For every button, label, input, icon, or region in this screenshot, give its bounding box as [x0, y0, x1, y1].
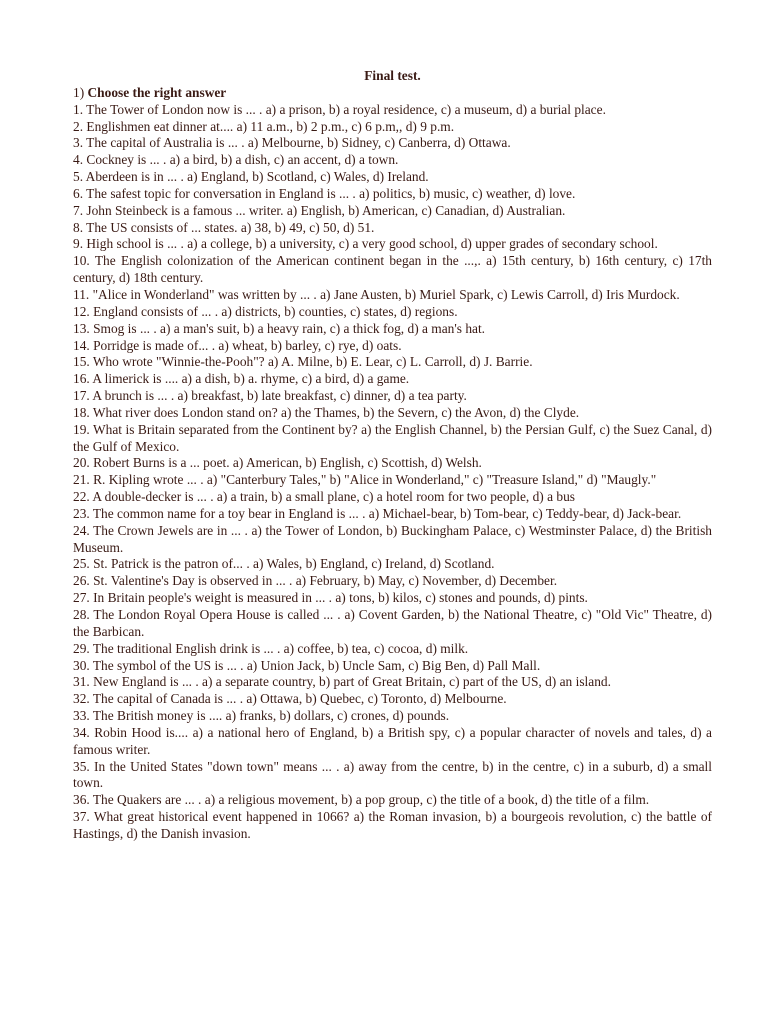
question-item: 15. Who wrote "Winnie-the-Pooh"? a) A. Milne, b) E. Lear, c) L. Carroll, d) J. Barrie.	[73, 354, 533, 370]
question-item: 3. The capital of Australia is ... . a) Melbourne, b) Sidney, c) Canberra, d) Ottawa.	[73, 135, 511, 151]
question-item: 13. Smog is ... . a) a man's suit, b) a heavy rain, c) a thick fog, d) a man's hat.	[73, 320, 486, 336]
question-item: 21. R. Kipling wrote ... . a) "Canterbury Tales," b) "Alice in Wonderland," c) "Treasure Island," d) "Maugly."	[73, 472, 657, 488]
question-item: 17. A brunch is ... . a) breakfast, b) late breakfast, c) dinner, d) a tea party.	[73, 388, 467, 404]
question-item: 23. The common name for a toy bear in England is ... . a) Michael-bear, b) Tom-bear, c) Teddy-bear, d) Jack-bear.	[73, 505, 682, 521]
question-item: 4. Cockney is ... . a) a bird, b) a dish, c) an accent, d) a town.	[73, 152, 399, 168]
question-item: 16. A limerick is .... a) a dish, b) a. rhyme, c) a bird, d) a game.	[73, 371, 410, 387]
question-item: 1. The Tower of London now is ... . a) a prison, b) a royal residence, c) a museum, d) a burial place.	[73, 101, 606, 117]
question-item: 24. The Crown Jewels are in ... . a) the Tower of London, b) Buckingham Palace, c) Westminster Palace, d) the British Museum.	[73, 522, 712, 555]
question-item: 7. John Steinbeck is a famous ... writer. a) English, b) American, c) Canadian, d) Australian.	[73, 202, 566, 218]
question-item: 32. The capital of Canada is ... . a) Ottawa, b) Quebec, c) Toronto, d) Melbourne.	[73, 691, 507, 707]
question-item: 12. England consists of ... . a) districts, b) counties, c) states, d) regions.	[73, 303, 458, 319]
question-item: 27. In Britain people's weight is measured in ... . a) tons, b) kilos, c) stones and pounds, d) pints.	[73, 590, 588, 606]
document-title: Final test.	[364, 68, 421, 83]
question-item: 19. What is Britain separated from the Continent by? a) the English Channel, b) the Persian Gulf, c) the Suez Canal, d) the Gulf of Mexico.	[73, 421, 712, 454]
question-item: 22. A double-decker is ... . a) a train, b) a small plane, c) a hotel room for two people, d) a bus	[73, 489, 575, 505]
question-item: 30. The symbol of the US is ... . a) Union Jack, b) Uncle Sam, c) Big Ben, d) Pall Mall.	[73, 657, 541, 673]
question-item: 20. Robert Burns is a ... poet. a) American, b) English, c) Scottish, d) Welsh.	[73, 455, 482, 471]
section-heading	[73, 85, 712, 102]
question-item: 25. St. Patrick is the patron of... . a) Wales, b) England, c) Ireland, d) Scotland.	[73, 556, 495, 572]
question-item: 18. What river does London stand on? a) the Thames, b) the Severn, c) the Avon, d) the Clyde.	[73, 404, 580, 420]
section-number: 1)	[73, 84, 85, 100]
question-item: 28. The London Royal Opera House is called ... . a) Covent Garden, b) the National Theatre, c) "Old Vic" Theatre, d) the Barbican.	[73, 607, 712, 639]
question-item: 10. The English colonization of the American continent began in the ...,. a) 15th century, b) 16th century, c) 17th century, d) 18th century.	[73, 253, 712, 286]
section-heading-text: Choose the right answer	[87, 84, 227, 100]
question-item: 8. The US consists of ... states. a) 38, b) 49, c) 50, d) 51.	[73, 219, 375, 235]
question-item: 9. High school is ... . a) a college, b) a university, c) a very good school, d) upper grades of secondary school.	[73, 236, 658, 252]
question-item: 26. St. Valentine's Day is observed in ... . a) February, b) May, c) November, d) December.	[73, 573, 558, 589]
question-item: 37. What great historical event happened in 1066? a) the Roman invasion, b) a bourgeois revolution, c) the battle of Hastings, d) the Danish invasion.	[73, 809, 712, 841]
question-item: 36. The Quakers are ... . a) a religious movement, b) a pop group, c) the title of a book, d) the title of a film.	[73, 792, 650, 808]
question-item: 6. The safest topic for conversation in England is ... . a) politics, b) music, c) weather, d) love.	[73, 185, 576, 201]
question-item: 31. New England is ... . a) a separate country, b) part of Great Britain, c) part of the US, d) an island.	[73, 674, 611, 690]
document-page	[73, 68, 712, 843]
question-item: 33. The British money is .... a) franks, b) dollars, c) crones, d) pounds.	[73, 708, 450, 724]
question-item: 35. In the United States "down town" means ... . a) away from the centre, b) in the centre, c) in a suburb, d) a small town.	[73, 758, 712, 791]
question-item: 34. Robin Hood is.... a) a national hero of England, b) a British spy, c) a popular character of novels and tales, d) a famous writer.	[73, 724, 712, 757]
question-item: 11. "Alice in Wonderland" was written by ... . a) Jane Austen, b) Muriel Spark, c) Lewis Carroll, d) Iris Murdock.	[73, 286, 680, 302]
question-item: 5. Aberdeen is in ... . a) England, b) Scotland, c) Wales, d) Ireland.	[73, 169, 429, 185]
question-item: 14. Porridge is made of... . a) wheat, b) barley, c) rye, d) oats.	[73, 337, 402, 353]
question-item: 29. The traditional English drink is ... . a) coffee, b) tea, c) cocoa, d) milk.	[73, 640, 469, 656]
question-list	[73, 102, 712, 843]
question-item: 2. Englishmen eat dinner at.... a) 11 a.m., b) 2 p.m., c) 6 p.m,, d) 9 p.m.	[73, 118, 455, 134]
